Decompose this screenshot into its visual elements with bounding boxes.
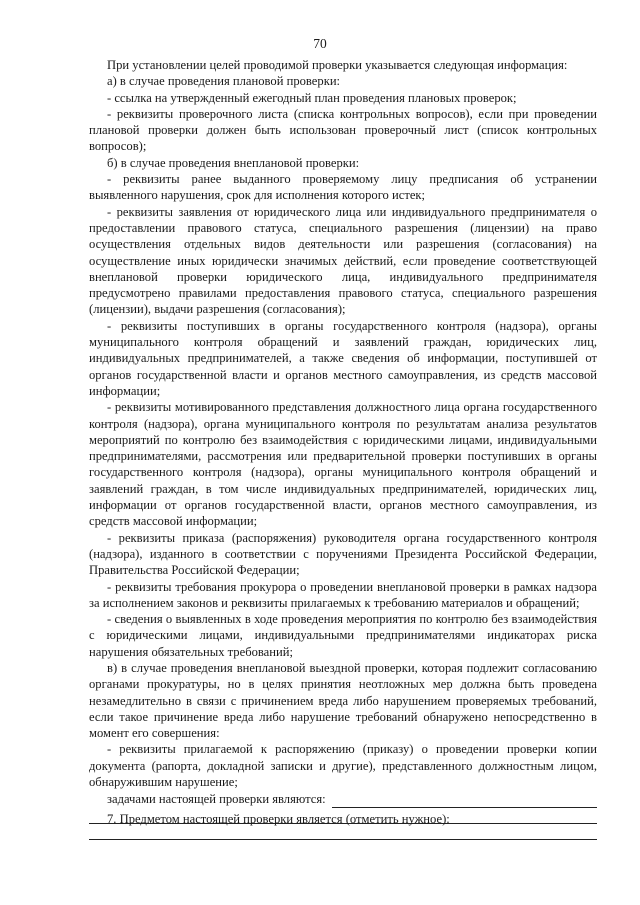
- paragraph: - сведения о выявленных в ходе проведения мероприятия по контролю без взаимодействия с юридическими лицами, индивидуальными предпринимателями индикаторах риска нарушения обязательных требований;: [89, 612, 597, 659]
- document-body: [89, 57, 597, 840]
- paragraph: - реквизиты проверочного листа (списка контрольных вопросов), если при проведении плановой проверки должен быть использован проверочный лист (список контрольных вопросов);: [89, 106, 597, 154]
- tasks-label: задачами настоящей проверки являются:: [107, 792, 326, 807]
- tasks-line: [89, 791, 597, 807]
- paragraph: в) в случае проведения внеплановой выездной проверки, которая подлежит согласованию органами прокуратуры, но в целях принятия неотложных мер должна быть проведена незамедлительно в связи с причинением вреда либо нарушением проверяемых требований, если такое причинение вреда либо нарушение требований обнаружено непосредственно в момент его совершения:: [89, 660, 597, 741]
- paragraph: - реквизиты требования прокурора о проведении внеплановой проверки в рамках надзора за исполнением законов и реквизиты прилагаемых к требованию материалов и обращений;: [89, 579, 597, 610]
- paragraph: - реквизиты мотивированного представления должностного лица органа государственного контроля (надзора), органа муниципального контроля по результатам анализа результатов мероприятий по контролю без взаимодействия с юридическими лицами, индивидуальными предпринимателями, рассмотрения или предварительной проверки поступивших в органы государственного контроля (надзора), органы муниципального контроля обращений и заявлений граждан, в том числе индивидуальных предпринимателей, юридических лиц, информации от органов государственной власти, органов местного самоуправления, из средств массовой информации;: [89, 400, 597, 529]
- paragraph: - ссылка на утвержденный ежегодный план проведения плановых проверок;: [107, 90, 517, 105]
- paragraph: б) в случае проведения внеплановой проверки:: [107, 155, 360, 170]
- page-number: 70: [313, 36, 327, 51]
- paragraph: - реквизиты приказа (распоряжения) руководителя органа государственного контроля (надзора), изданного в соответствии с поручениями Президента Российской Федерации, Правительства Российской Федерации;: [89, 530, 597, 578]
- paragraph: - реквизиты ранее выданного проверяемому лицу предписания об устранении выявленного нарушения, срок для исполнения которого истек;: [89, 172, 597, 203]
- paragraph: - реквизиты заявления от юридического лица или индивидуального предпринимателя о предоставлении правового статуса, специального разрешения (лицензии) на право осуществления отдельных видов деятельности или разрешения (согласования) на осуществление иных юридически значимых действий, если проведение соответствующей внеплановой проверки юридического лица, индивидуального предпринимателя предусмотрено правилами предоставления правового статуса, специального разрешения (лицензии), выдачи разрешения (согласования);: [89, 204, 597, 317]
- paragraph: При установлении целей проводимой проверки указывается следующая информация:: [107, 58, 568, 72]
- paragraph: а) в случае проведения плановой проверки:: [107, 74, 341, 89]
- section-7-heading: 7. Предметом настоящей проверки является (отметить нужное):: [107, 812, 450, 826]
- paragraph: - реквизиты прилагаемой к распоряжению (приказу) о проведении проверки копии документа (рапорта, докладной записки и другие), представленного должностным лицом, обнаружившим нарушение;: [89, 742, 597, 790]
- tasks-fill-line[interactable]: [332, 796, 597, 808]
- paragraph: - реквизиты поступивших в органы государственного контроля (надзора), органы муниципального контроля обращений и заявлений граждан, юридических лиц, индивидуальных предпринимателей, а также сведения об информации, поступившей от органов государственной власти и органов местного самоуправления, из средств массовой информации;: [89, 318, 597, 398]
- paragraph-list: [89, 57, 597, 790]
